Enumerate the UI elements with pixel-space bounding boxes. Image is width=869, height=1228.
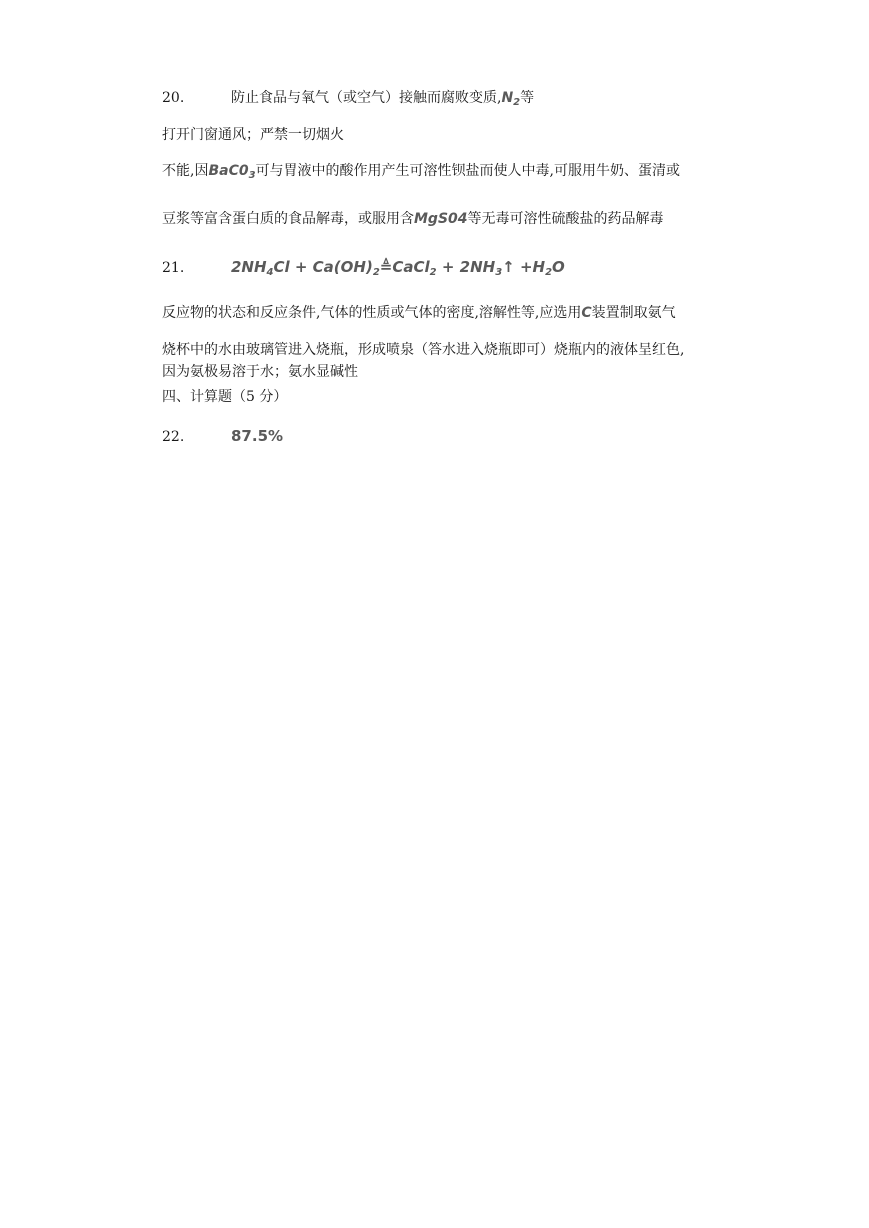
answer-20-line-2: 打开门窗通风；严禁一切烟火	[162, 127, 344, 143]
answer-text: 防止食品与氧气（或空气）接触而腐败变质,	[231, 90, 502, 106]
chemical-equation: $2NH_4Cl$ + $Ca(OH)_2≜CaCl_2$ + $2NH_3↑ +H_2O$	[231, 258, 565, 278]
formula-n2: $N_2$	[501, 90, 521, 108]
answer-20	[162, 88, 534, 113]
answer-21	[162, 257, 565, 283]
answer-text: 等	[520, 90, 535, 106]
formula-c: C	[581, 305, 592, 321]
answer-21-line-3: 烧杯中的水由玻璃管进入烧瓶，形成喷泉（答水进入烧瓶即可）烧瓶内的液体呈红色,	[162, 342, 685, 358]
answer-21-line-2: 反应物的状态和反应条件,气体的性质或气体的密度,溶解性等,应选用C装置制取氨气	[162, 305, 676, 321]
section-heading: 四、计算题（5 分）	[162, 389, 288, 405]
answer-20-line-3: 不能,因$BaC0_3$可与胃液中的酸作用产生可溶性钡盐而使人中毒,可服用牛奶、蛋清或	[162, 163, 681, 181]
answer-22	[162, 426, 283, 447]
question-number: 20.	[162, 90, 185, 106]
answer-20-line-4: 豆浆等富含蛋白质的食品解毒，或服用含MgS04等无毒可溶性硫酸盐的药品解毒	[162, 211, 664, 227]
formula-baco3: $BaC0_3$	[208, 163, 256, 181]
question-number: 21.	[162, 260, 185, 276]
question-number: 22.	[162, 429, 185, 445]
answer-21-line-4: 因为氨极易溶于水；氨水显碱性	[162, 364, 358, 380]
formula-mgso4: MgS04	[414, 211, 468, 227]
answer-value: 87.5%	[231, 427, 284, 445]
